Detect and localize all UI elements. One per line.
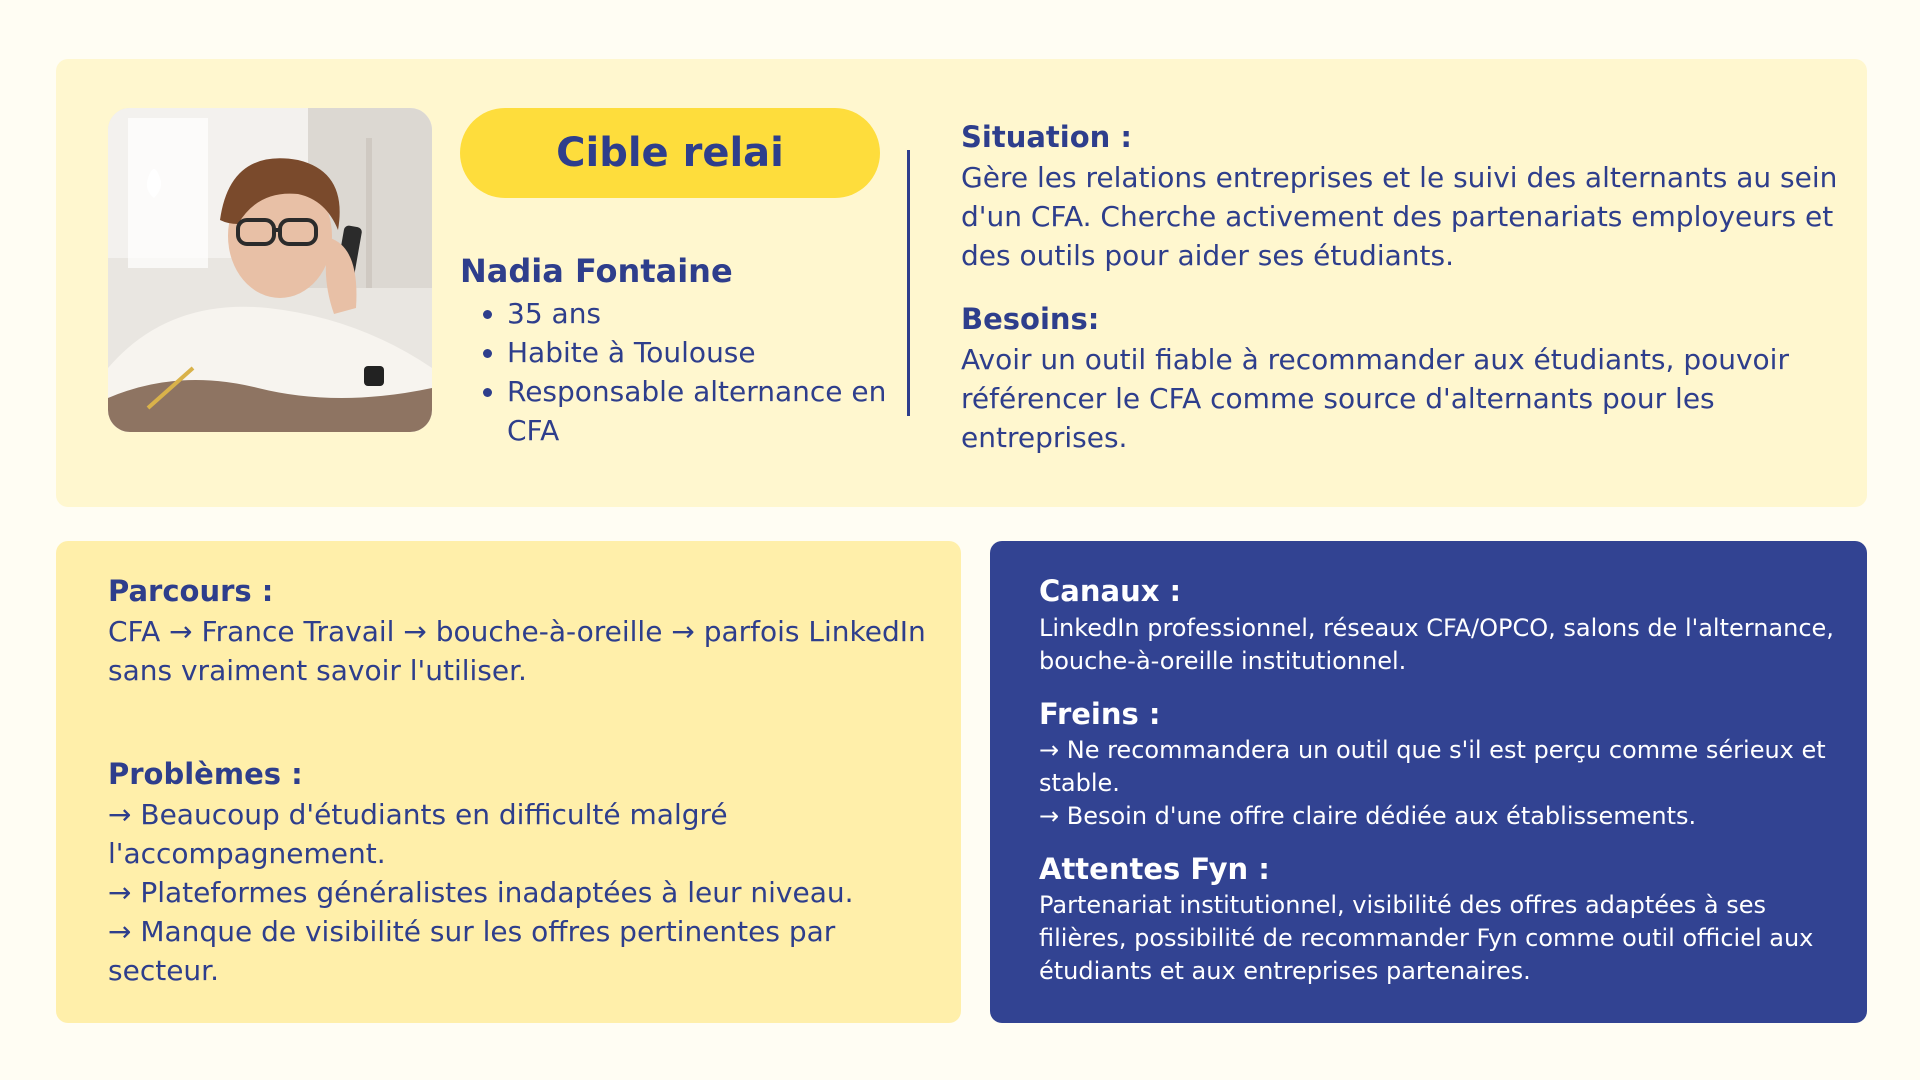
problemes-heading: Problèmes : xyxy=(108,757,303,791)
vertical-divider xyxy=(907,150,910,416)
parcours-heading: Parcours : xyxy=(108,574,274,608)
freins-heading: Freins : xyxy=(1039,697,1161,731)
problemes-list xyxy=(108,795,928,990)
persona-name: Nadia Fontaine xyxy=(460,252,733,290)
persona-fact-location: Habite à Toulouse xyxy=(507,333,890,372)
attentes-heading: Attentes Fyn : xyxy=(1039,852,1270,886)
besoins-heading: Besoins: xyxy=(961,302,1100,336)
frein-item: → Ne recommandera un outil que s'il est perçu comme sérieux et stable. xyxy=(1039,736,1826,797)
attentes-text: Partenariat institutionnel, visibilité des offres adaptées à ses filières, possibilité de recommander Fyn comme outil officiel aux étudiants et aux entreprises partenaires. xyxy=(1039,891,1814,985)
canaux-heading: Canaux : xyxy=(1039,574,1182,608)
persona-photo xyxy=(108,108,432,432)
besoins-text: Avoir un outil fiable à recommander aux étudiants, pouvoir référencer le CFA comme source d'alternants pour les entreprises. xyxy=(961,343,1789,454)
situation-heading: Situation : xyxy=(961,120,1132,154)
persona-tag xyxy=(460,108,880,198)
persona-facts-list xyxy=(460,294,890,450)
probleme-item: → Beaucoup d'étudiants en difficulté malgré l'accompagnement. xyxy=(108,798,728,870)
persona-fact-age: 35 ans xyxy=(507,294,890,333)
frein-item: → Besoin d'une offre claire dédiée aux établissements. xyxy=(1039,802,1697,830)
freins-list xyxy=(1039,734,1839,833)
probleme-item: → Manque de visibilité sur les offres pertinentes par secteur. xyxy=(108,915,836,987)
canaux-text: LinkedIn professionnel, réseaux CFA/OPCO, salons de l'alternance, bouche-à-oreille institutionnel. xyxy=(1039,614,1834,675)
situation-text: Gère les relations entreprises et le suivi des alternants au sein d'un CFA. Cherche activement des partenariats employeurs et des outils pour aider ses étudiants. xyxy=(961,161,1838,272)
persona-fact-role: Responsable alternance en CFA xyxy=(507,372,890,450)
persona-tag-label: Cible relai xyxy=(556,130,784,176)
parcours-text: CFA → France Travail → bouche-à-oreille → parfois LinkedIn sans vraiment savoir l'utiliser. xyxy=(108,615,926,687)
probleme-item: → Plateformes généralistes inadaptées à leur niveau. xyxy=(108,876,854,909)
